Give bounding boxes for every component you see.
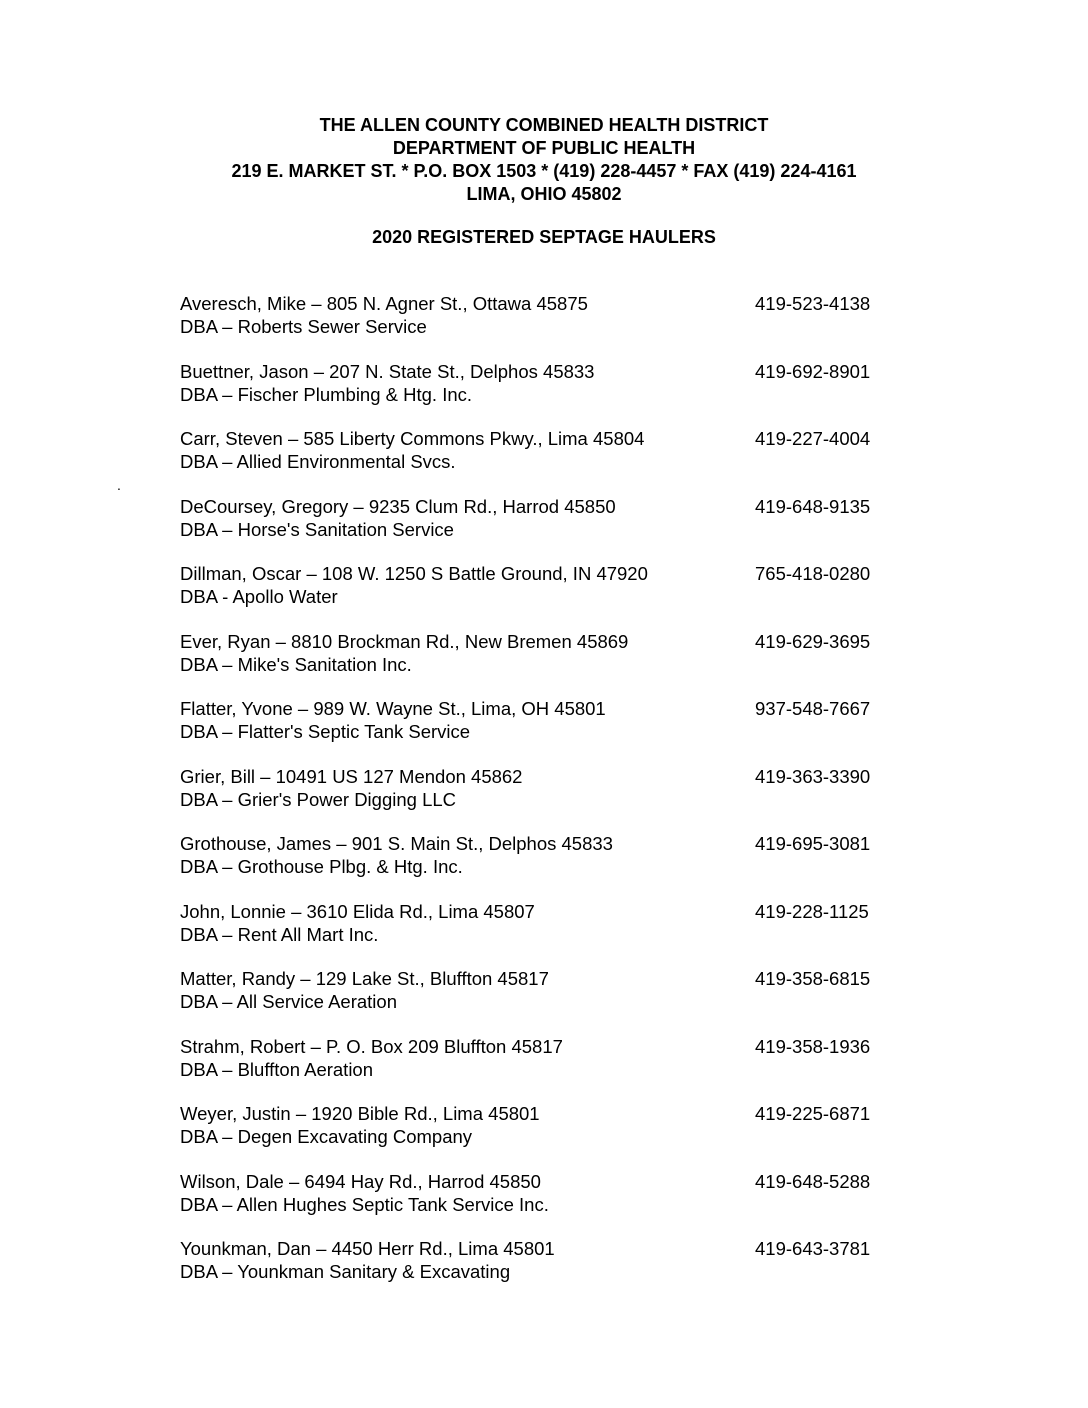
hauler-dba: DBA – Bluffton Aeration: [180, 1058, 374, 1080]
hauler-name-address: Ever, Ryan – 8810 Brockman Rd., New Bremen 45869: [180, 630, 629, 652]
contact-line: 219 E. MARKET ST. * P.O. BOX 1503 * (419) 228-4457 * FAX (419) 224-4161: [231, 161, 857, 181]
hauler-dba: DBA – Horse's Sanitation Service: [180, 518, 454, 540]
hauler-dba: DBA – Degen Excavating Company: [180, 1126, 473, 1147]
hauler-phone: 419-523-4138: [755, 293, 871, 314]
hauler-entry: [0, 630, 1088, 698]
hauler-dba: DBA – Younkman Sanitary & Excavating: [180, 1261, 511, 1282]
hauler-phone: 419-358-6815: [755, 968, 871, 989]
hauler-entry: [0, 900, 1088, 968]
document-title: 2020 REGISTERED SEPTAGE HAULERS: [372, 227, 716, 247]
hauler-name-address: Dillman, Oscar – 108 W. 1250 S Battle Ground, IN 47920: [180, 563, 648, 584]
hauler-name-address: Wilson, Dale – 6494 Hay Rd., Harrod 45850: [180, 1170, 541, 1192]
hauler-name-address: Carr, Steven – 585 Liberty Commons Pkwy., Lima 45804: [180, 428, 645, 449]
hauler-dba: DBA – All Service Aeration: [180, 991, 397, 1012]
hauler-dba: DBA – Flatter's Septic Tank Service: [180, 721, 471, 742]
hauler-phone: 419-695-3081: [755, 833, 871, 854]
hauler-entry: [0, 427, 1088, 495]
hauler-name-address: Grothouse, James – 901 S. Main St., Delphos 45833: [180, 833, 613, 854]
hauler-name-address: Matter, Randy – 129 Lake St., Bluffton 45817: [180, 968, 549, 989]
hauler-name-address: John, Lonnie – 3610 Elida Rd., Lima 45807: [180, 900, 535, 922]
hauler-dba: DBA – Roberts Sewer Service: [180, 316, 427, 337]
hauler-phone: 419-648-5288: [755, 1170, 871, 1192]
city-line: LIMA, OHIO 45802: [466, 184, 622, 204]
hauler-phone: 419-225-6871: [755, 1103, 871, 1124]
hauler-name-address: Younkman, Dan – 4450 Herr Rd., Lima 45801: [180, 1238, 555, 1259]
hauler-dba: DBA – Allied Environmental Svcs.: [180, 451, 456, 472]
hauler-phone: 419-648-9135: [755, 495, 871, 517]
hauler-name-address: DeCoursey, Gregory – 9235 Clum Rd., Harrod 45850: [180, 495, 616, 517]
hauler-entry: [0, 495, 1088, 563]
hauler-phone: 937-548-7667: [755, 698, 871, 719]
hauler-name-address: Weyer, Justin – 1920 Bible Rd., Lima 45801: [180, 1103, 540, 1124]
organization-name: THE ALLEN COUNTY COMBINED HEALTH DISTRICT: [319, 115, 769, 135]
hauler-dba: DBA – Rent All Mart Inc.: [180, 923, 379, 945]
hauler-dba: DBA – Grier's Power Digging LLC: [180, 788, 457, 810]
stray-mark: .: [117, 477, 121, 493]
department-name: DEPARTMENT OF PUBLIC HEALTH: [392, 138, 696, 158]
hauler-phone: 419-629-3695: [755, 630, 871, 652]
hauler-entry: [0, 360, 1088, 428]
hauler-entry: [0, 697, 1088, 765]
hauler-name-address: Grier, Bill – 10491 US 127 Mendon 45862: [180, 765, 523, 787]
hauler-entry: [0, 1237, 1088, 1305]
hauler-entry: [0, 1102, 1088, 1170]
hauler-phone: 419-358-1936: [755, 1035, 871, 1057]
hauler-name-address: Flatter, Yvone – 989 W. Wayne St., Lima, OH 45801: [180, 698, 606, 719]
hauler-name-address: Averesch, Mike – 805 N. Agner St., Ottawa 45875: [180, 293, 588, 314]
hauler-phone: 419-228-1125: [755, 900, 869, 922]
hauler-entry: [0, 967, 1088, 1035]
hauler-phone: 419-643-3781: [755, 1238, 871, 1259]
haulers-list: [0, 292, 1088, 1305]
hauler-entry: [0, 562, 1088, 630]
hauler-dba: DBA – Mike's Sanitation Inc.: [180, 653, 412, 675]
hauler-dba: DBA – Grothouse Plbg. & Htg. Inc.: [180, 856, 463, 877]
hauler-name-address: Buettner, Jason – 207 N. State St., Delphos 45833: [180, 360, 595, 382]
hauler-dba: DBA – Fischer Plumbing & Htg. Inc.: [180, 383, 473, 405]
hauler-dba: DBA - Apollo Water: [180, 586, 338, 607]
hauler-entry: [0, 1170, 1088, 1238]
hauler-name-address: Strahm, Robert – P. O. Box 209 Bluffton 45817: [180, 1035, 563, 1057]
hauler-entry: [0, 765, 1088, 833]
hauler-phone: 419-692-8901: [755, 360, 871, 382]
hauler-phone: 765-418-0280: [755, 563, 871, 584]
hauler-entry: [0, 832, 1088, 900]
hauler-phone: 419-363-3390: [755, 765, 871, 787]
hauler-dba: DBA – Allen Hughes Septic Tank Service Inc.: [180, 1193, 549, 1215]
hauler-entry: [0, 1035, 1088, 1103]
hauler-phone: 419-227-4004: [755, 428, 871, 449]
hauler-entry: [0, 292, 1088, 360]
letterhead: [0, 114, 1088, 206]
